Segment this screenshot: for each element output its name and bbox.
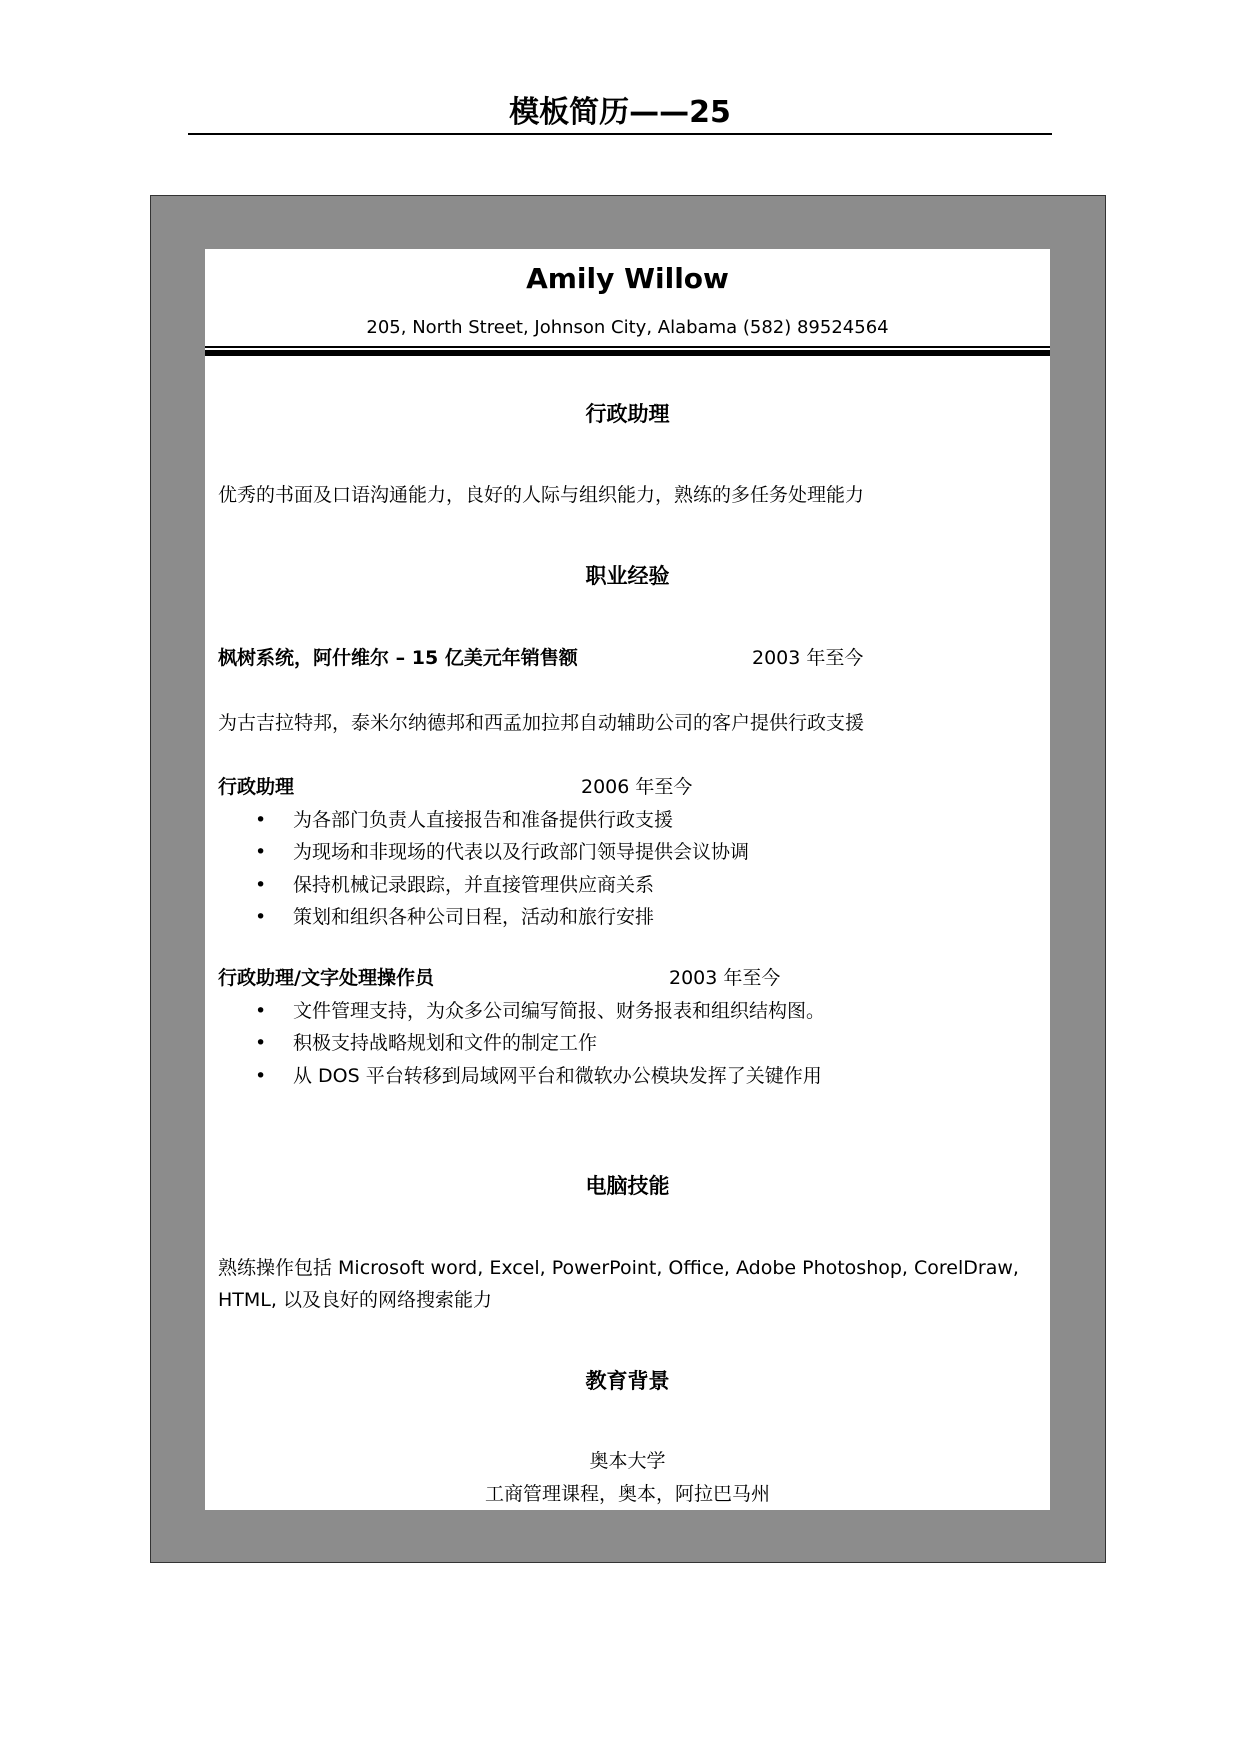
- role-dates: 2003 年至今: [669, 967, 781, 989]
- bullet-icon: •: [255, 1000, 267, 1022]
- objective-heading: 行政助理: [585, 402, 670, 426]
- company-dates: 2003 年至今: [752, 647, 864, 669]
- role-bullet: 文件管理支持，为众多公司编写简报、财务报表和组织结构图。: [293, 1000, 826, 1022]
- bullet-icon: •: [255, 841, 267, 863]
- role-bullet: 为各部门负责人直接报告和准备提供行政支援: [293, 809, 674, 831]
- bullet-icon: •: [255, 1032, 267, 1054]
- company-description: 为古吉拉特邦，泰米尔纳德邦和西孟加拉邦自动辅助公司的客户提供行政支援: [218, 712, 865, 734]
- role-bullet: 积极支持战略规划和文件的制定工作: [293, 1032, 598, 1054]
- school-name: 奥本大学: [589, 1450, 666, 1472]
- contact-address: 205, North Street, Johnson City, Alabama (582) 89524564: [366, 317, 889, 338]
- title-divider: [188, 133, 1052, 135]
- skills-heading: 电脑技能: [585, 1174, 670, 1198]
- resume-name: Amily Willow: [526, 262, 729, 295]
- company-name: 枫树系统，阿什维尔 – 15 亿美元年销售额: [218, 647, 578, 669]
- header-rule-thick: [205, 350, 1050, 356]
- bullet-icon: •: [255, 1065, 267, 1087]
- objective-text: 优秀的书面及口语沟通能力，良好的人际与组织能力，熟练的多任务处理能力: [218, 484, 865, 506]
- document-title: 模板简历——25: [509, 95, 731, 130]
- program-name: 工商管理课程，奥本，阿拉巴马州: [484, 1483, 770, 1505]
- role-bullet: 从 DOS 平台转移到局域网平台和微软办公模块发挥了关键作用: [293, 1065, 822, 1087]
- experience-heading: 职业经验: [585, 564, 670, 588]
- education-heading: 教育背景: [585, 1369, 670, 1393]
- bullet-icon: •: [255, 809, 267, 831]
- role-bullet: 保持机械记录跟踪，并直接管理供应商关系: [293, 874, 655, 896]
- role-title: 行政助理: [218, 776, 295, 798]
- bullet-icon: •: [255, 906, 267, 928]
- bullet-icon: •: [255, 874, 267, 896]
- role-title: 行政助理/文字处理操作员: [218, 967, 434, 989]
- header-rule-thin: [205, 346, 1050, 348]
- role-dates: 2006 年至今: [581, 776, 693, 798]
- skills-text-line1: 熟练操作包括 Microsoft word, Excel, PowerPoint, Office, Adobe Photoshop, CorelDraw,: [218, 1257, 1019, 1279]
- role-bullet: 策划和组织各种公司日程，活动和旅行安排: [293, 906, 655, 928]
- role-bullet: 为现场和非现场的代表以及行政部门领导提供会议协调: [293, 841, 750, 863]
- skills-text-line2: HTML, 以及良好的网络搜索能力: [218, 1289, 492, 1311]
